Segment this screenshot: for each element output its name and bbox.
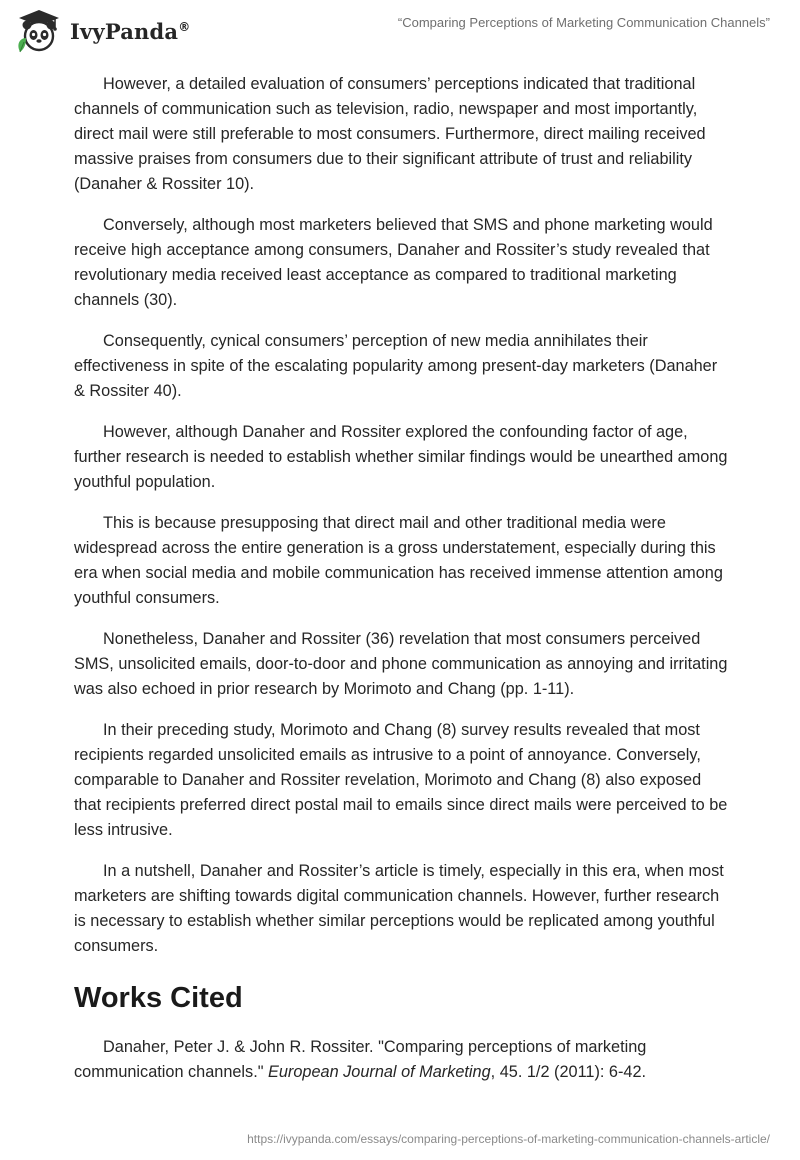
citation-details: , 45. 1/2 (2011): 6-42. [490, 1063, 647, 1081]
paragraph: This is because presupposing that direct mail and other traditional media were widespread across the entire generation is a gross understatement, especially during this era when social media and mobile communication has received immense attention among youthful consumers. [74, 514, 723, 607]
paragraph: Conversely, although most marketers believed that SMS and phone marketing would receive high acceptance among consumers, Danaher and Rossiter’s study revealed that revolutionary media received least acceptance as compared to traditional marketing channels (30). [74, 216, 713, 309]
source-url[interactable]: https://ivypanda.com/essays/comparing-perceptions-of-marketing-communication-channels-article/ [247, 1132, 770, 1146]
page-header [0, 0, 800, 64]
citation-authors-title: Danaher, Peter J. & John R. Rossiter. "Comparing perceptions of marketing communication channels." [74, 1038, 647, 1081]
citation-entry [74, 1035, 730, 1085]
paragraph: Consequently, cynical consumers’ perception of new media annihilates their effectiveness in spite of the escalating popularity among present-day marketers (Danaher & Rossiter 40). [74, 332, 718, 400]
citation-journal: European Journal of Marketing [268, 1063, 491, 1081]
panda-logo-icon [14, 8, 64, 54]
paragraph: Nonetheless, Danaher and Rossiter (36) revelation that most consumers perceived SMS, unsolicited emails, door-to-door and phone communication as annoying and irritating was also echoed in prior research by Morimoto and Chang (pp. 1-11). [74, 630, 728, 698]
works-cited-heading: Works Cited [74, 982, 243, 1014]
document-title: “Comparing Perceptions of Marketing Communication Channels” [397, 15, 770, 30]
article-body [74, 72, 730, 1085]
registered-mark: ® [178, 19, 191, 34]
brand-name: IvyPanda® [70, 18, 191, 44]
paragraph: In their preceding study, Morimoto and Chang (8) survey results revealed that most recipients regarded unsolicited emails as intrusive to a point of annoyance. Conversely, comparable to Danaher and Rossiter revelation, Morimoto and Chang (8) also exposed that recipients preferred direct postal mail to emails since direct mails were perceived to be less intrusive. [74, 721, 728, 839]
paragraph: However, a detailed evaluation of consumers’ perceptions indicated that traditional channels of communication such as television, radio, newspaper and most importantly, direct mail were still preferable to most consumers. Furthermore, direct mailing received massive praises from consumers due to their significant attribute of trust and reliability (Danaher & Rossiter 10). [74, 75, 706, 193]
logo[interactable] [14, 8, 190, 54]
paragraph: In a nutshell, Danaher and Rossiter’s article is timely, especially in this era, when most marketers are shifting towards digital communication channels. However, further research is necessary to establish whether similar perceptions would be replicated among youthful consumers. [74, 862, 724, 955]
paragraph: However, although Danaher and Rossiter explored the confounding factor of age, further research is needed to establish whether similar findings would be unearthed among youthful population. [74, 423, 728, 491]
